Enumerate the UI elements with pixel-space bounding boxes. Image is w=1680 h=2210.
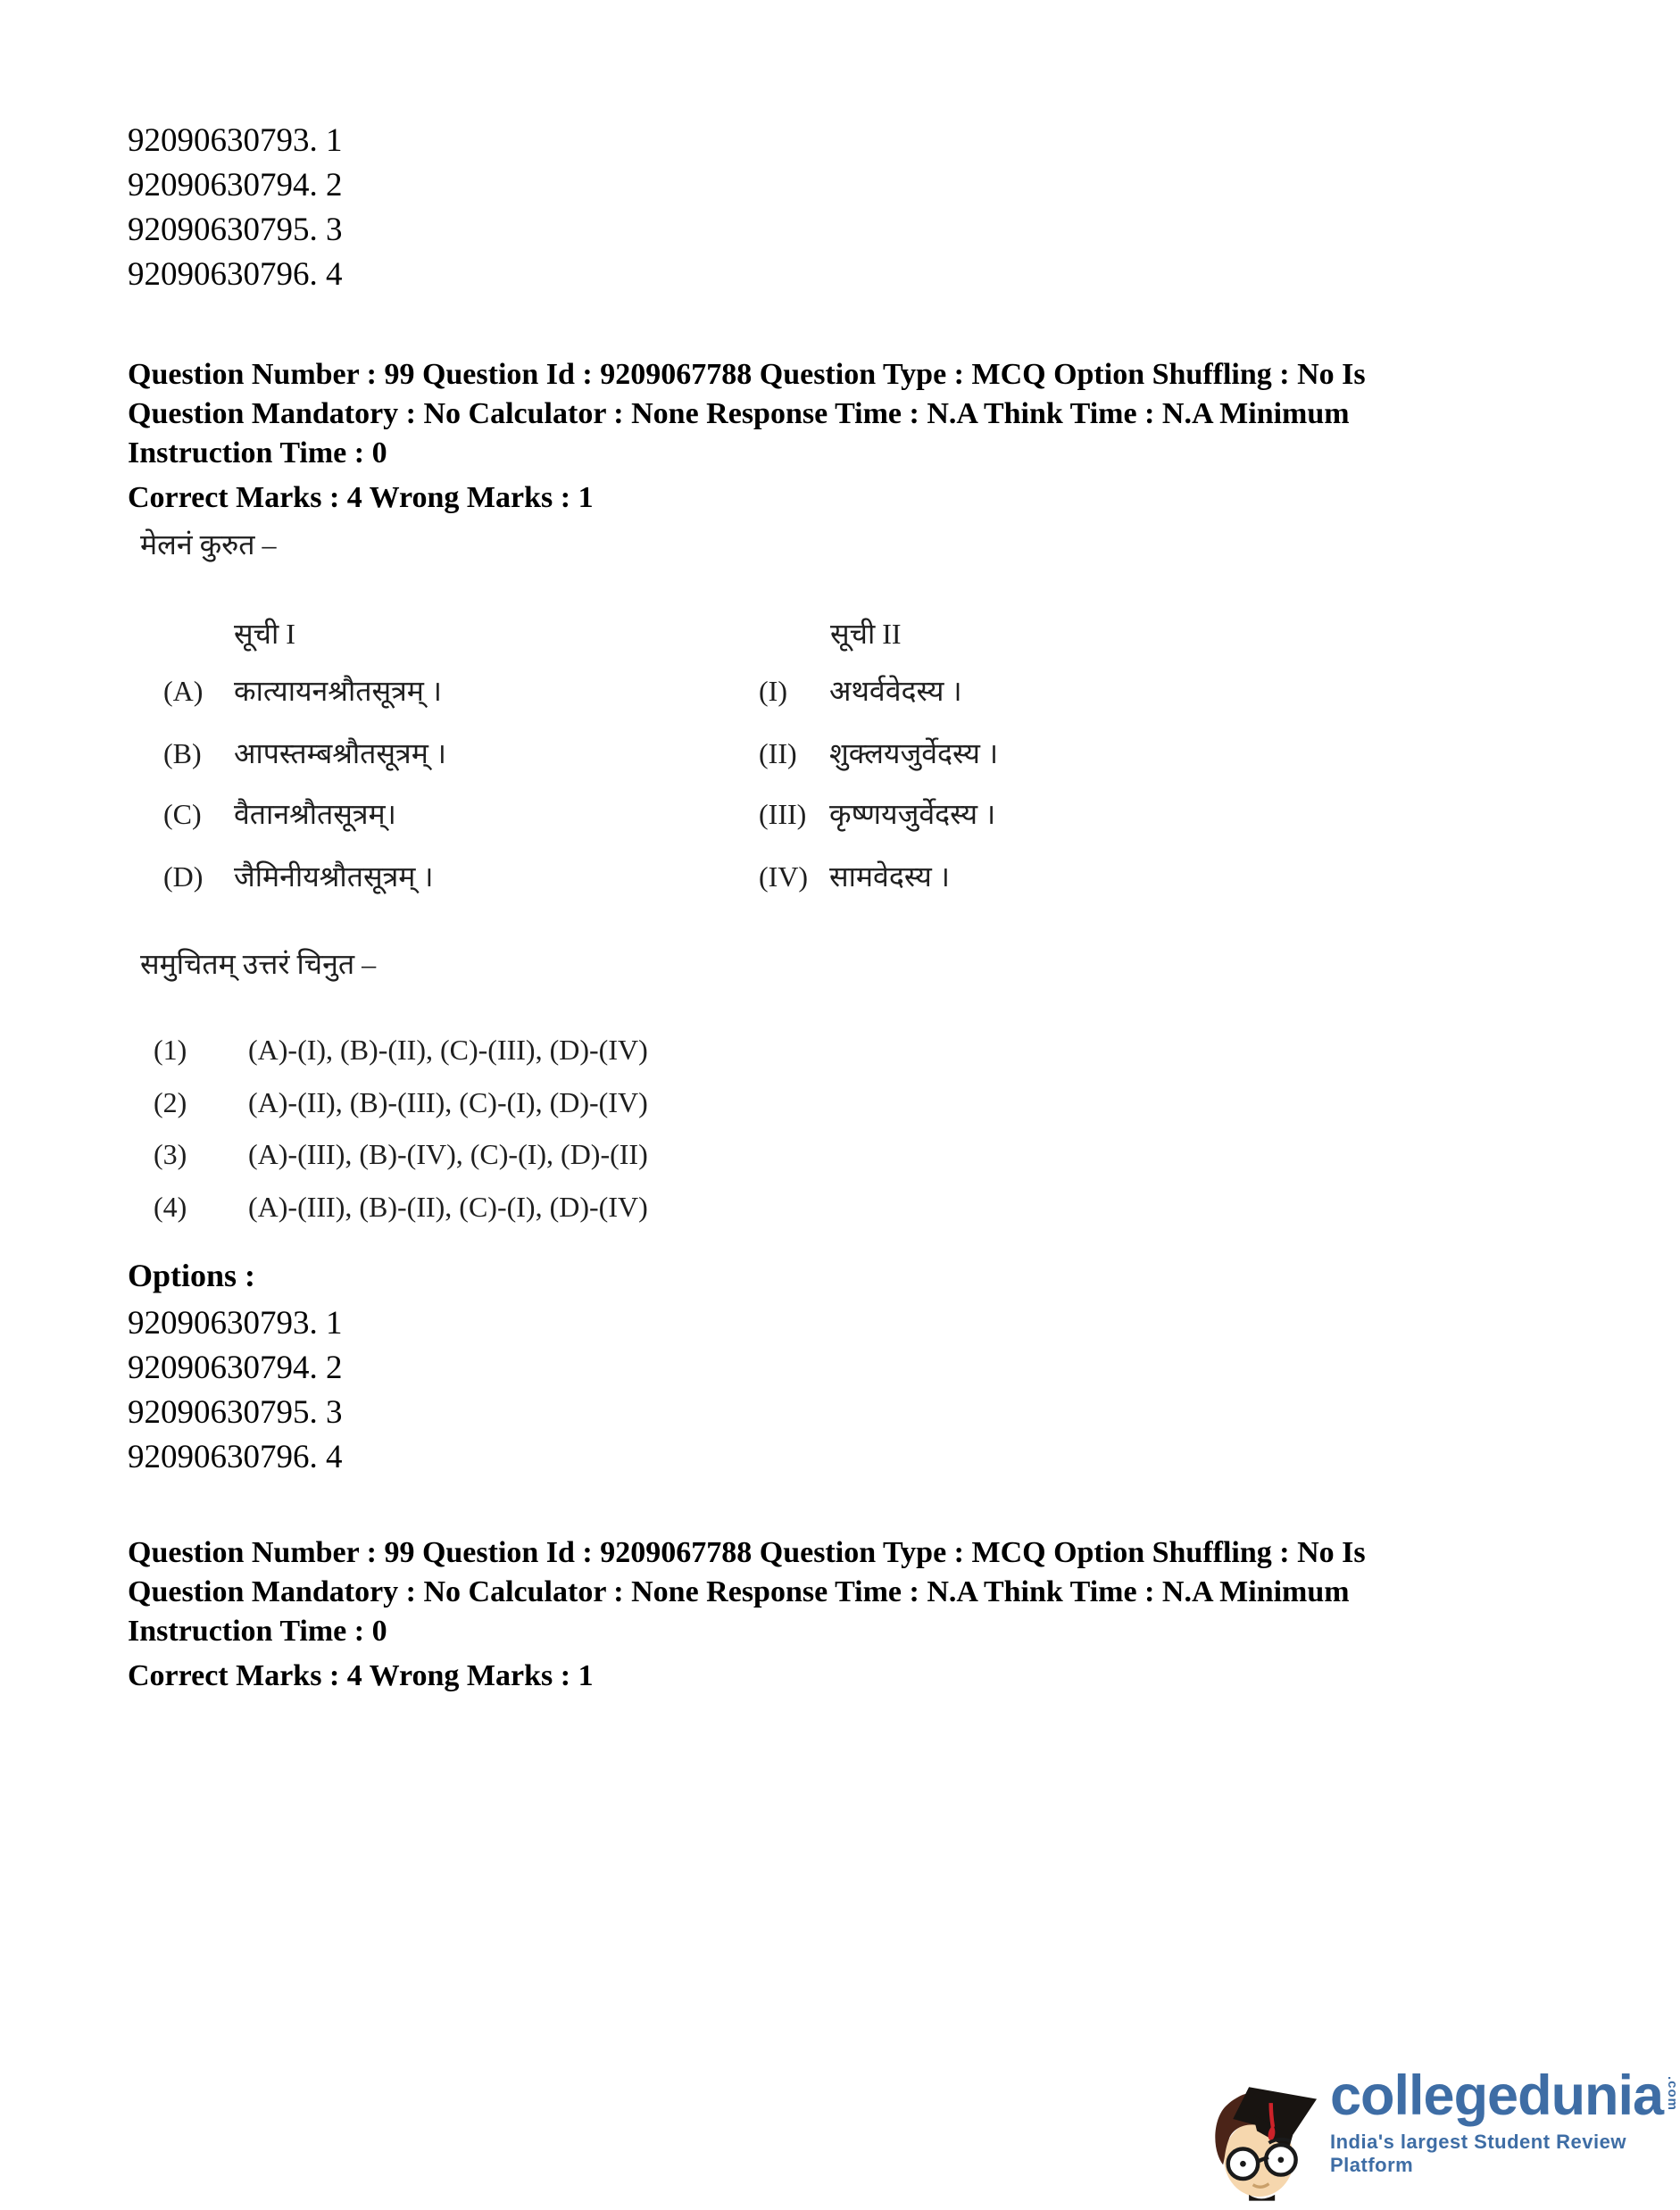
- marks-line: Correct Marks : 4 Wrong Marks : 1: [128, 1659, 594, 1692]
- choice-row: [154, 1086, 648, 1119]
- collegedunia-brand-text: collegedunia: [1330, 2065, 1664, 2127]
- question-metadata-line: Instruction Time : 0: [128, 436, 387, 469]
- collegedunia-mascot-icon: [1205, 2069, 1325, 2207]
- list1-item-text: जैमिनीयश्रौतसूत्रम् ।: [234, 860, 434, 893]
- list2-item-text: कृष्णयजुर्वेदस्य ।: [829, 798, 996, 830]
- previous-question-option-ids: [128, 119, 343, 297]
- match-row: [163, 857, 950, 895]
- collegedunia-tld-text: .com: [1665, 2076, 1680, 2112]
- list2-title: सूची II: [830, 618, 902, 650]
- question-metadata-line: Question Number : 99 Question Id : 9209067788 Question Type : MCQ Option Shuffling : No Is: [128, 1536, 1366, 1569]
- choice-text: (A)-(I), (B)-(II), (C)-(III), (D)-(IV): [248, 1034, 648, 1066]
- option-id-line: 92090630793. 1: [128, 122, 343, 159]
- list1-item-label: (A): [163, 675, 204, 707]
- question-metadata-block: [128, 355, 1467, 473]
- option-id-line: 92090630793. 1: [128, 1305, 343, 1342]
- choice-label: (1): [154, 1034, 187, 1066]
- option-id-line: 92090630794. 2: [128, 167, 343, 204]
- option-id-line: 92090630795. 3: [128, 1394, 343, 1431]
- match-row: [163, 794, 995, 833]
- question-metadata-line: Question Mandatory : No Calculator : None Response Time : N.A Think Time : N.A Minimum: [128, 397, 1350, 430]
- options-heading: Options :: [128, 1258, 256, 1293]
- choice-text: (A)-(III), (B)-(IV), (C)-(I), (D)-(II): [248, 1138, 648, 1170]
- choice-text: (A)-(III), (B)-(II), (C)-(I), (D)-(IV): [248, 1191, 648, 1223]
- marks-line: Correct Marks : 4 Wrong Marks : 1: [128, 481, 594, 514]
- list2-item-label: (IV): [759, 860, 809, 893]
- list2-item-text: शुक्लयजुर्वेदस्य ।: [829, 737, 999, 769]
- collegedunia-tagline: India's largest Student Review Platform: [1330, 2131, 1626, 2176]
- option-id-line: 92090630796. 4: [128, 1439, 343, 1475]
- list2-item-label: (I): [759, 675, 787, 707]
- choice-label: (2): [154, 1086, 187, 1118]
- list1-title: सूची I: [234, 618, 295, 650]
- match-prompt: मेलनं कुरुत –: [140, 528, 277, 561]
- list1-item-text: वैतानश्रौतसूत्रम्।: [234, 798, 396, 830]
- list1-item-text: कात्यायनश्रौतसूत्रम् ।: [234, 675, 443, 707]
- choice-label: (4): [154, 1191, 187, 1223]
- choice-row: [154, 1191, 648, 1224]
- list2-item-text: सामवेदस्य ।: [829, 860, 950, 893]
- list1-item-text: आपस्तम्बश्रौतसूत्रम् ।: [234, 737, 446, 769]
- question-metadata-block: [128, 1533, 1467, 1651]
- choice-row: [154, 1138, 648, 1171]
- match-row: [163, 734, 998, 772]
- list1-item-label: (D): [163, 860, 204, 893]
- options-id-list: [128, 1301, 343, 1480]
- list2-item-label: (III): [759, 798, 807, 830]
- list2-item-label: (II): [759, 737, 797, 769]
- question-metadata-line: Question Mandatory : No Calculator : None Response Time : N.A Think Time : N.A Minimum: [128, 1575, 1350, 1608]
- option-id-line: 92090630795. 3: [128, 212, 343, 248]
- question-metadata-line: Question Number : 99 Question Id : 9209067788 Question Type : MCQ Option Shuffling : No Is: [128, 358, 1366, 391]
- option-id-line: 92090630794. 2: [128, 1350, 343, 1386]
- choice-label: (3): [154, 1138, 187, 1170]
- choice-text: (A)-(II), (B)-(III), (C)-(I), (D)-(IV): [248, 1086, 648, 1118]
- answer-prompt: समुचितम् उत्तरं चिनुत –: [140, 948, 377, 980]
- choice-row: [154, 1034, 648, 1067]
- list1-item-label: (C): [163, 798, 202, 830]
- question-metadata-line: Instruction Time : 0: [128, 1615, 387, 1648]
- collegedunia-logo: [1205, 2065, 1680, 2207]
- option-id-line: 92090630796. 4: [128, 256, 343, 293]
- list1-item-label: (B): [163, 737, 202, 769]
- list2-item-text: अथर्ववेदस्य ।: [829, 675, 962, 707]
- match-row: [163, 671, 962, 710]
